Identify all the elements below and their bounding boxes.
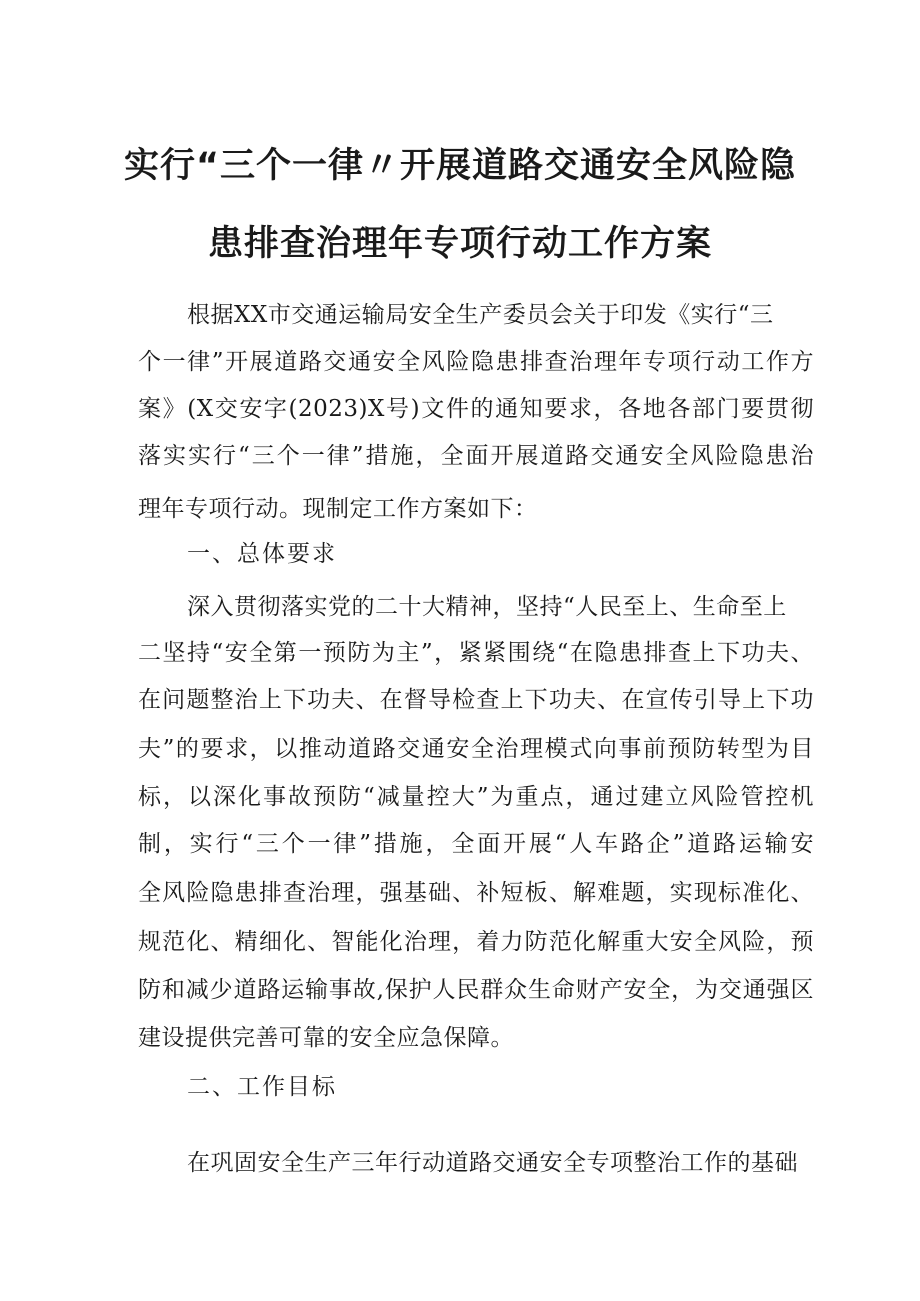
section1-line: 二坚持“安全第一预防为主”，紧紧围绕“在隐患排查上下功夫、	[138, 640, 814, 666]
section1-line: 全风险隐患排查治理，强基础、补短板、解难题，实现标准化、	[138, 880, 814, 906]
section1-line: 在问题整治上下功夫、在督导检查上下功夫、在宣传引导上下功	[138, 687, 814, 713]
intro-line: 落实实行“三个一律”措施，全面开展道路交通安全风险隐患治	[138, 443, 814, 469]
section-heading-general-requirements: 一、总体要求	[187, 541, 337, 567]
intro-line: 根据XX市交通运输局安全生产委员会关于印发《实行“三	[187, 302, 774, 328]
intro-line: 案》(X交安字(2023)X号)文件的通知要求，各地各部门要贯彻	[138, 396, 814, 422]
section1-line: 深入贯彻落实党的二十大精神，坚持“人民至上、生命至上	[187, 594, 787, 620]
intro-line: 个一律”开展道路交通安全风险隐患排查治理年专项行动工作方	[138, 349, 814, 375]
section1-line: 标，以深化事故预防“减量控大”为重点，通过建立风险管控机	[138, 784, 814, 810]
intro-line: 理年专项行动。现制定工作方案如下：	[138, 496, 538, 522]
section1-line: 建设提供完善可靠的安全应急保障。	[138, 1025, 514, 1051]
section1-line: 制，实行“三个一律”措施，全面开展“人车路企”道路运输安	[138, 831, 814, 857]
section2-line: 在巩固安全生产三年行动道路交通安全专项整治工作的基础	[187, 1150, 798, 1176]
document-title-line-1: 实行“三个一律〃开展道路交通安全风险隐	[123, 146, 796, 186]
section-heading-work-goals: 二、工作目标	[187, 1074, 337, 1100]
section1-line: 夫”的要求，以推动道路交通安全治理模式向事前预防转型为目	[138, 736, 814, 762]
document-title-line-2: 患排查治理年专项行动工作方案	[207, 224, 712, 264]
section1-line: 防和减少道路运输事故,保护人民群众生命财产安全，为交通强区	[138, 977, 814, 1003]
section1-line: 规范化、精细化、智能化治理，着力防范化解重大安全风险，预	[138, 929, 814, 955]
